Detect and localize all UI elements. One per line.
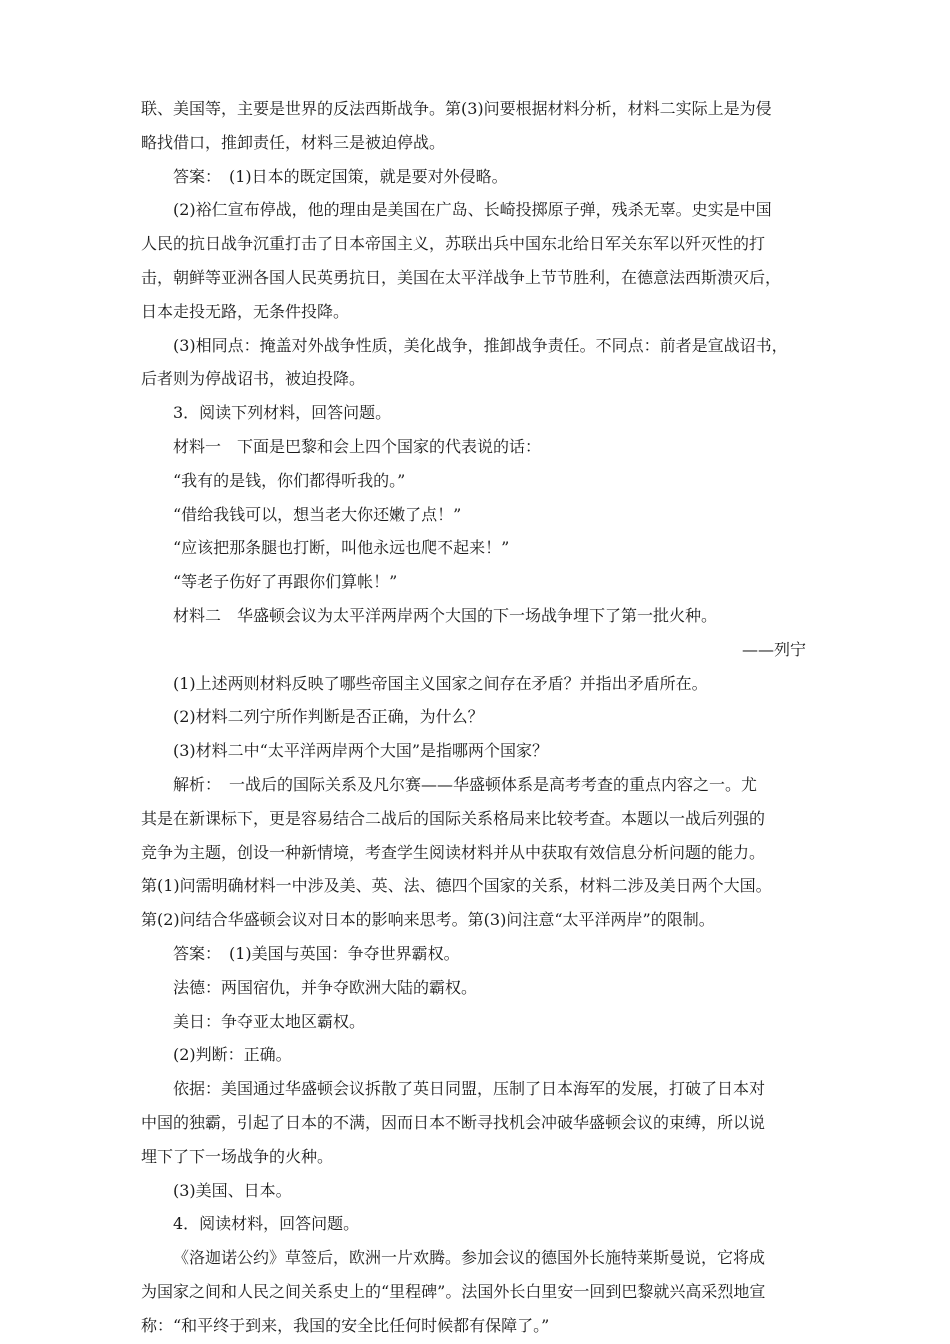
text-line: 材料一 下面是巴黎和会上四个国家的代表说的话：	[173, 436, 542, 456]
text-line: ——列宁	[741, 639, 806, 659]
text-line: “应该把那条腿也打断，叫他永远也爬不起来！”	[173, 538, 510, 558]
text-line: 3．阅读下列材料，回答问题。	[173, 403, 392, 423]
text-line: 埋下了下一场战争的火种。	[141, 1146, 334, 1166]
text-line: 其是在新课标下，更是容易结合二战后的国际关系格局来比较考查。本题以一战后列强的	[141, 808, 766, 828]
text-line: 4．阅读材料，回答问题。	[173, 1214, 360, 1234]
text-line: 法德：两国宿仇，并争夺欧洲大陆的霸权。	[173, 977, 478, 997]
text-line: “等老子伤好了再跟你们算帐！”	[173, 572, 398, 592]
text-line: 美日：争夺亚太地区霸权。	[173, 1011, 366, 1031]
text-line: (3)相同点：掩盖对外战争性质，美化战争，推卸战争责任。不同点：前者是宣战诏书，	[173, 335, 788, 355]
text-line: 称：“和平终于到来，我国的安全比任何时候都有保障了。”	[141, 1315, 550, 1335]
text-line: 击，朝鲜等亚洲各国人民英勇抗日，美国在太平洋战争上节节胜利，在德意法西斯溃灭后，	[141, 267, 782, 287]
text-line: 后者则为停战诏书，被迫投降。	[141, 369, 366, 389]
text-line: (3)美国、日本。	[173, 1180, 292, 1200]
text-line: 《洛迦诺公约》草签后，欧洲一片欢腾。参加会议的德国外长施特莱斯曼说，它将成	[173, 1248, 766, 1268]
text-line: 第(1)问需明确材料一中涉及美、英、法、德四个国家的关系，材料二涉及美日两个大国。	[141, 876, 772, 896]
text-line: 中国的独霸，引起了日本的不满，因而日本不断寻找机会冲破华盛顿会议的束缚，所以说	[141, 1112, 766, 1132]
text-line: (2)裕仁宣布停战，他的理由是美国在广岛、长崎投掷原子弹，残杀无辜。史实是中国	[173, 200, 772, 220]
text-line: (1)上述两则材料反映了哪些帝国主义国家之间存在矛盾？并指出矛盾所在。	[173, 673, 708, 693]
text-line: 为国家之间和人民之间关系史上的“里程碑”。法国外长白里安一回到巴黎就兴高采烈地宣	[141, 1281, 766, 1301]
text-line: “借给我钱可以，想当老大你还嫩了点！”	[173, 504, 462, 524]
text-line: 人民的抗日战争沉重打击了日本帝国主义，苏联出兵中国东北给日军关东军以歼灭性的打	[141, 234, 766, 254]
text-line: 解析： 一战后的国际关系及凡尔赛——华盛顿体系是高考考查的重点内容之一。尤	[173, 774, 758, 794]
text-line: (3)材料二中“太平洋两岸两个大国”是指哪两个国家？	[173, 741, 549, 761]
text-line: 略找借口，推卸责任，材料三是被迫停战。	[141, 132, 446, 152]
text-line: (2)材料二列宁所作判断是否正确，为什么？	[173, 707, 484, 727]
text-line: 联、美国等，主要是世界的反法西斯战争。第(3)问要根据材料分析，材料二实际上是为侵	[141, 99, 772, 118]
text-line: 答案： (1)日本的既定国策，就是要对外侵略。	[173, 166, 508, 186]
text-line: (2)判断：正确。	[173, 1045, 292, 1065]
text-line: 答案： (1)美国与英国：争夺世界霸权。	[173, 943, 460, 963]
text-line: 日本走投无路，无条件投降。	[141, 301, 350, 321]
text-line: 第(2)问结合华盛顿会议对日本的影响来思考。第(3)问注意“太平洋两岸”的限制。	[141, 910, 715, 930]
text-line: 竞争为主题，创设一种新情境，考查学生阅读材料并从中获取有效信息分析问题的能力。	[141, 842, 766, 862]
document-body	[141, 92, 806, 1342]
text-line: 依据：美国通过华盛顿会议拆散了英日同盟，压制了日本海军的发展，打破了日本对	[173, 1079, 766, 1099]
text-line: 材料二 华盛顿会议为太平洋两岸两个大国的下一场战争埋下了第一批火种。	[173, 605, 718, 625]
text-line: “我有的是钱，你们都得听我的。”	[173, 470, 406, 490]
